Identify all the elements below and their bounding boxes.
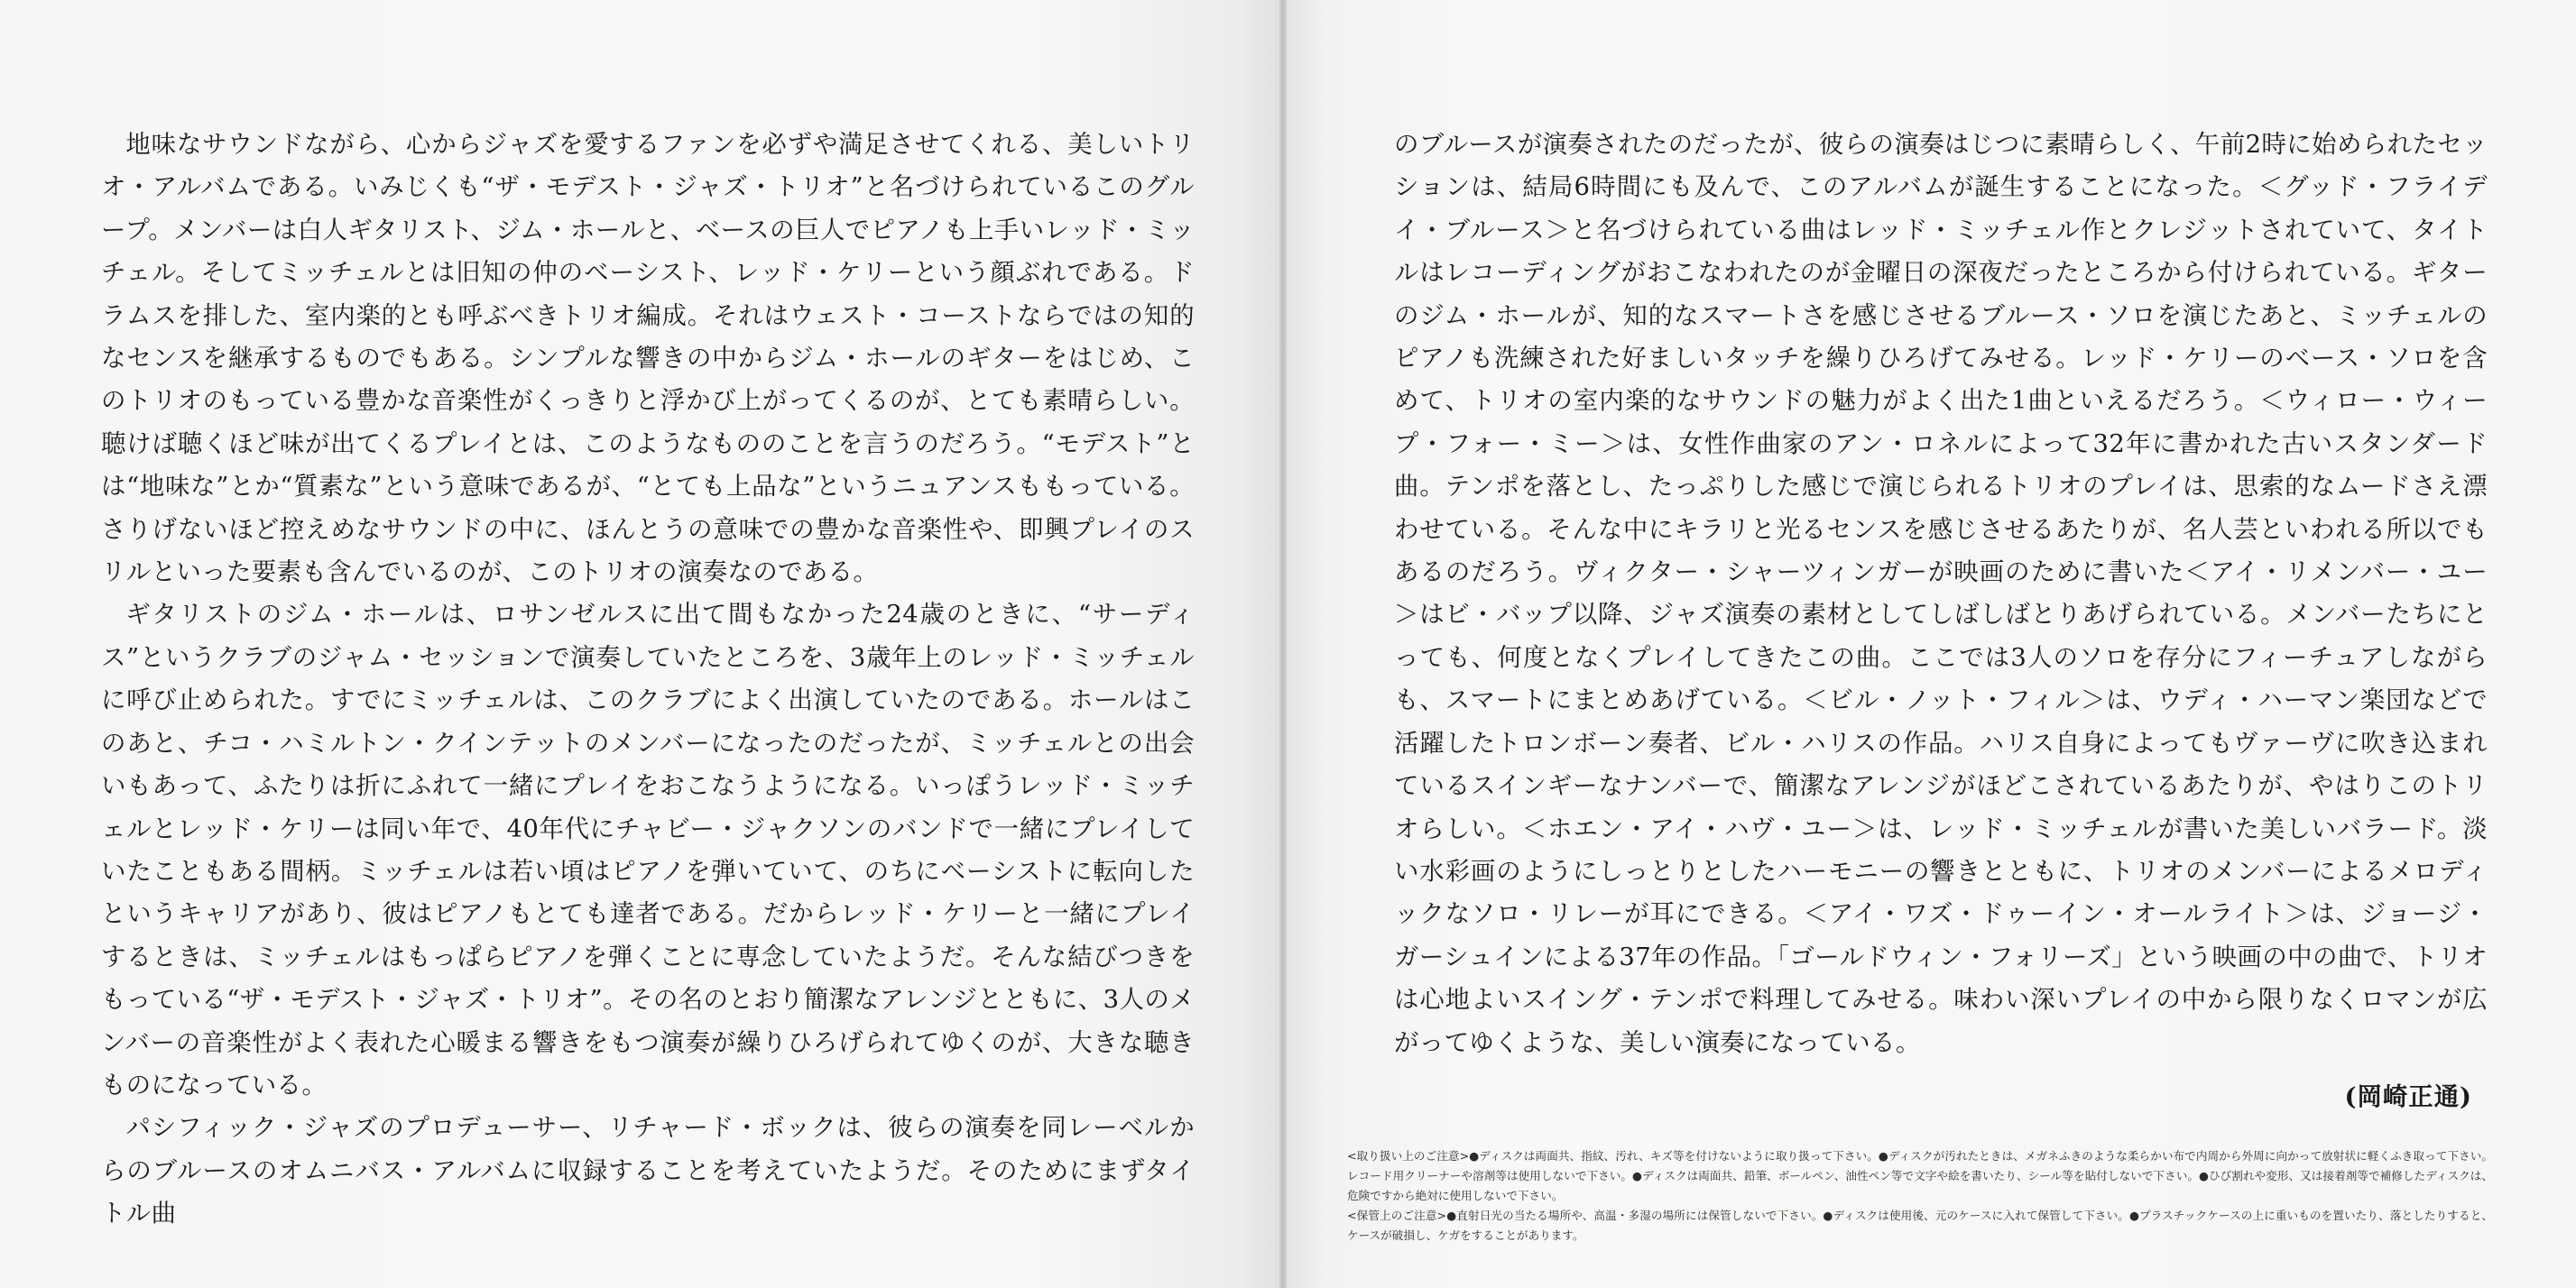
liner-paragraph-2: ギタリストのジム・ホールは、ロサンゼルスに出て間もなかった24歳のときに、“サーディス”というクラブのジャム・セッションで演奏していたところを、3歳年上のレッド・ミッチェルに呼び止められた。すでにミッチェルは、このクラブによく出演していたのである。ホールはこのあと、チコ・ハミルトン・クインテットのメンバーになったのだったが、ミッチェルとの出会いもあって、ふたりは折にふれて一緒にプレイをおこなうようになる。いっぽうレッド・ミッチェルとレッド・ケリーは同い年で、40年代にチャビー・ジャクソンのバンドで一緒にプレイしていたこともある間柄。ミッチェルは若い頃はピアノを弾いていて、のちにベーシストに転向したというキャリアがあり、彼はピアノもとても達者である。だからレッド・ケリーと一緒にプレイするときは、ミッチェルはもっぱらピアノを弾くことに専念していたようだ。そんな結びつきをもっている“ザ・モデスト・ジャズ・トリオ”。その名のとおり簡潔なアレンジとともに、3人のメンバーの音楽性がよく表れた心暖まる響きをもつ演奏が繰りひろげられてゆくのが、大きな聴きものになっている。 bbox=[101, 601, 1195, 1099]
author-signature: (岡崎正通) bbox=[2344, 1082, 2472, 1111]
left-liner-notes-column bbox=[101, 124, 1195, 1236]
liner-paragraph-1: 地味なサウンドながら、心からジャズを愛するファンを必ずや満足させてくれる、美しいトリオ・アルバムである。いみじくも“ザ・モデスト・ジャズ・トリオ”と名づけられているこのグループ。メンバーは白人ギタリスト、ジム・ホールと、ベースの巨人でピアノも上手いレッド・ミッチェル。そしてミッチェルとは旧知の仲のベーシスト、レッド・ケリーという顔ぶれである。ドラムスを排した、室内楽的とも呼ぶべきトリオ編成。それはウェスト・コーストならではの知的なセンスを継承するものでもある。シンプルな響きの中からジム・ホールのギターをはじめ、このトリオのもっている豊かな音楽性がくっきりと浮かび上がってくるのが、とても素晴らしい。聴けば聴くほど味が出てくるプレイとは、このようなもののことを言うのだろう。“モデスト”とは“地味な”とか“質素な”という意味であるが、“とても上品な”というニュアンスももっている。さりげないほど控えめなサウンドの中に、ほんとうの意味での豊かな音楽性や、即興プレイのスリルといった要素も含んでいるのが、このトリオの演奏なのである。 bbox=[101, 131, 1195, 587]
liner-paragraph-3: パシフィック・ジャズのプロデューサー、リチャード・ボックは、彼らの演奏を同レーベルからのブルースのオムニバス・アルバムに収録することを考えていたようだ。そのためにまずタイトル曲 bbox=[101, 1114, 1195, 1228]
liner-paragraph-continued: のブルースが演奏されたのだったが、彼らの演奏はじつに素晴らしく、午前2時に始められたセッションは、結局6時間にも及んで、このアルバムが誕生することになった。＜グッド・フライデイ・ブルース＞と名づけられている曲はレッド・ミッチェル作とクレジットされていて、タイトルはレコーディングがおこなわれたのが金曜日の深夜だったところから付けられている。ギターのジム・ホールが、知的なスマートさを感じさせるブルース・ソロを演じたあと、ミッチェルのピアノも洗練された好ましいタッチを繰りひろげてみせる。レッド・ケリーのベース・ソロを含めて、トリオの室内楽的なサウンドの魅力がよく出た1曲といえるだろう。＜ウィロー・ウィープ・フォー・ミー＞は、女性作曲家のアン・ロネルによって32年に書かれた古いスタンダード曲。テンポを落とし、たっぷりした感じで演じられるトリオのプレイは、思索的なムードさえ漂わせている。そんな中にキラリと光るセンスを感じさせるあたりが、名人芸といわれる所以でもあるのだろう。ヴィクター・シャーツィンガーが映画のために書いた＜アイ・リメンバー・ユー＞はビ・バップ以降、ジャズ演奏の素材としてしばしばとりあげられている。メンバーたちにとっても、何度となくプレイしてきたこの曲。ここでは3人のソロを存分にフィーチュアしながらも、スマートにまとめあげている。＜ビル・ノット・フィル＞は、ウディ・ハーマン楽団などで活躍したトロンボーン奏者、ビル・ハリスの作品。ハリス自身によってもヴァーヴに吹き込まれているスインギーなナンバーで、簡潔なアレンジがほどこされているあたりが、やはりこのトリオらしい。＜ホエン・アイ・ハヴ・ユー＞は、レッド・ミッチェルが書いた美しいバラード。淡い水彩画のようにしっとりとしたハーモニーの響きとともに、トリオのメンバーによるメロディックなソロ・リレーが耳にできる。＜アイ・ワズ・ドゥーイン・オールライト＞は、ジョージ・ガーシュインによる37年の作品。「ゴールドウィン・フォリーズ」という映画の中の曲で、トリオは心地よいスイング・テンポで料理してみせる。味わい深いプレイの中から限りなくロマンが広がってゆくような、美しい演奏になっている。 bbox=[1394, 131, 2488, 1057]
right-liner-notes-column bbox=[1394, 124, 2488, 1064]
handling-caution-note: <取り扱い上のご注意>●ディスクは両面共、指紋、汚れ、キズ等を付けないように取り扱って下さい。●ディスクが汚れたときは、メガネふきのような柔らかい布で内周から外周に向かって放射状に軽くふき取って下さい。レコード用クリーナーや溶剤等は使用しないで下さい。●ディスクは両面共、鉛筆、ボールペン、油性ペン等で文字や絵を書いたり、シール等を貼付しないで下さい。●ひび割れや変形、又は接着剤等で補修したディスクは、危険ですから絶対に使用しないで下さい。 bbox=[1347, 1149, 2493, 1202]
storage-caution-note: <保管上のご注意>●直射日光の当たる場所や、高温・多湿の場所には保管しないで下さい。●ディスクは使用後、元のケースに入れて保管して下さい。●プラスチックケースの上に重いものを置いたり、落としたりすると、ケースが破損し、ケガをすることがあります。 bbox=[1347, 1209, 2493, 1242]
disc-care-notes bbox=[1347, 1146, 2493, 1246]
page-gutter bbox=[1279, 0, 1287, 1288]
